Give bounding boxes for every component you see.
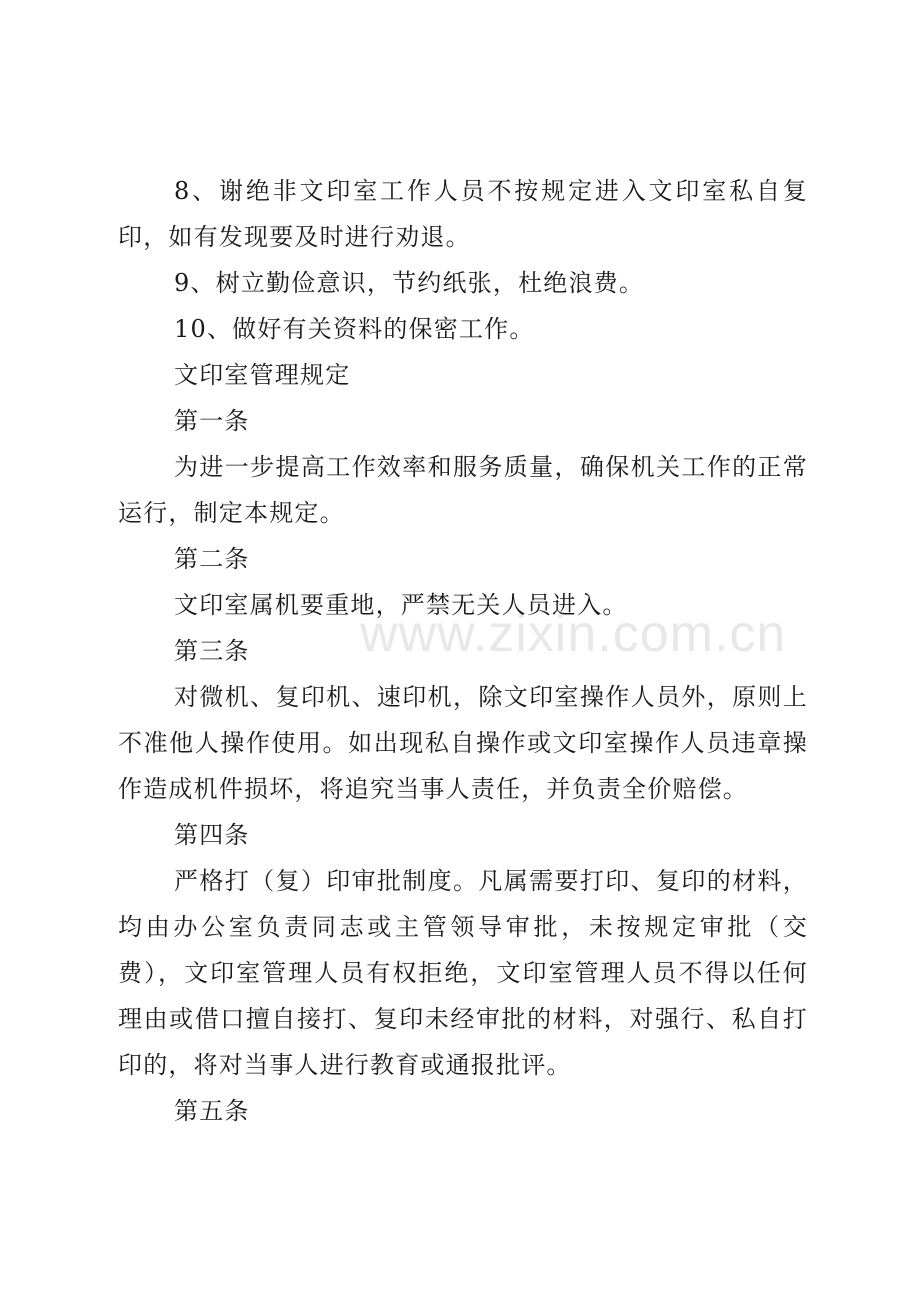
paragraph-item-8: 8、谢绝非文印室工作人员不按规定进入文印室私自复印，如有发现要及时进行劝退。 bbox=[118, 177, 808, 251]
article-heading-2: 第二条 bbox=[174, 545, 250, 573]
article-body-3: 对微机、复印机、速印机，除文印室操作人员外，原则上不准他人操作使用。如出现私自操作或文印室操作人员违章操作造成机件损坏，将追究当事人责任，并负责全价赔偿。 bbox=[118, 683, 808, 803]
paragraph-item-9: 9、树立勤俭意识，节约纸张，杜绝浪费。 bbox=[174, 269, 645, 297]
article-body-1: 为进一步提高工作效率和服务质量，确保机关工作的正常运行，制定本规定。 bbox=[118, 453, 808, 527]
paragraph-item-10: 10、做好有关资料的保密工作。 bbox=[174, 315, 535, 343]
document-body bbox=[118, 168, 808, 1134]
article-body-2: 文印室属机要重地，严禁无关人员进入。 bbox=[174, 591, 628, 619]
article-heading-3: 第三条 bbox=[174, 637, 250, 665]
article-heading-5: 第五条 bbox=[174, 1097, 250, 1125]
section-title: 文印室管理规定 bbox=[174, 361, 351, 389]
article-heading-4: 第四条 bbox=[174, 821, 250, 849]
article-heading-1: 第一条 bbox=[174, 407, 250, 435]
watermark: www.zixin.com.cn bbox=[360, 605, 787, 663]
article-body-4: 严格打（复）印审批制度。凡属需要打印、复印的材料，均由办公室负责同志或主管领导审批，未按规定审批（交费），文印室管理人员有权拒绝，文印室管理人员不得以任何理由或借口擅自接打、复印未经审批的材料，对强行、私自打印的，将对当事人进行教育或通报批评。 bbox=[118, 867, 808, 1079]
